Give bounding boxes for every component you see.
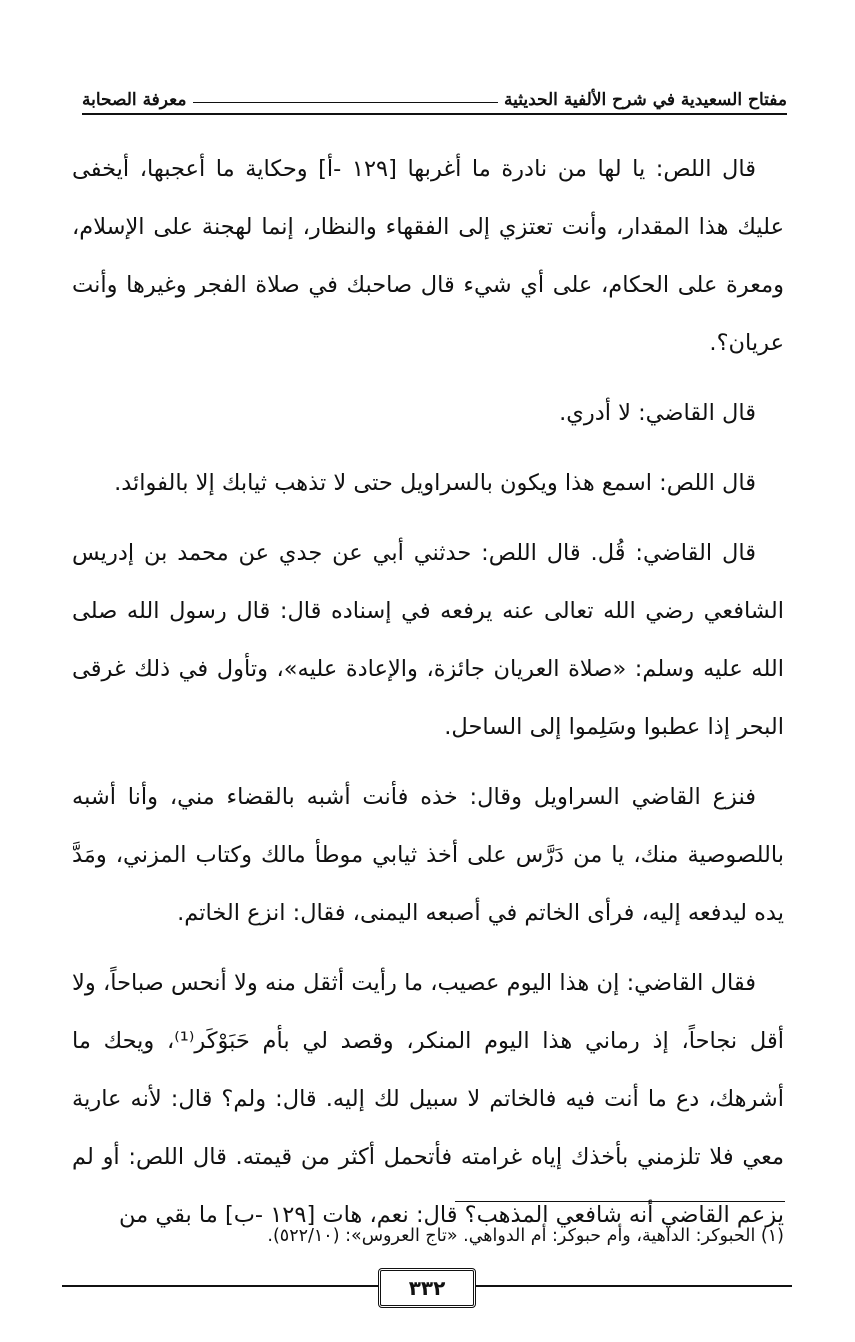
footnote: (١) الحبوكر: الداهية، وأم حبوكر: أم الدواهي. «تاج العروس»: (٥٢٢/١٠). xyxy=(267,1226,784,1246)
paragraph: قال اللص: اسمع هذا ويكون بالسراويل حتى لا تذهب ثيابك إلا بالفوائد. xyxy=(114,470,756,496)
body-text xyxy=(72,140,784,1256)
paragraph: قال اللص: يا لها من نادرة ما أغربها [١٢٩ -أ] وحكاية ما أعجبها، أيخفى عليك هذا المقدار، وأنت تعتزي إلى الفقهاء والنظار، إنما لهجنة على الإسلام، ومعرة على الحكام، على أي شيء قال صاحبك في صلاة الفجر وغيرها وأنت عريان؟. xyxy=(72,156,784,356)
header-section-title: معرفة الصحابة xyxy=(82,90,187,110)
paragraph: فنزع القاضي السراويل وقال: خذه فأنت أشبه بالقضاء مني، وأنا أشبه باللصوصية منك، يا من دَرَّس على أخذ ثيابي موطأ مالك وكتاب المزني، ومَدَّ يده ليدفعه إليه، فرأى الخاتم في أصبعه اليمنى، فقال: انزع الخاتم. xyxy=(72,784,784,926)
page-number: ٣٣٢ xyxy=(378,1268,476,1308)
paragraph: فقال القاضي: إن هذا اليوم عصيب، ما رأيت أثقل منه ولا أنحس صباحاً، ولا أقل نجاحاً، إذ رماني هذا اليوم المنكر، وقصد لي بأم حَبَوْكَر⁽¹⁾، ويحك ما أشرهك، دع ما أنت فيه فالخاتم لا سبيل لك إليه. قال: ولم؟ قال: لأنه عارية معي فلا تلزمني بأخذك إياه غرامته فأتحمل أكثر من قيمته. قال اللص: أو لم يزعم القاضي أنه شافعي المذهب؟ قال: نعم، هات [١٢٩ -ب] ما بقي من xyxy=(72,970,784,1228)
header-book-title: مفتاح السعيدية في شرح الألفية الحديثية xyxy=(504,90,787,110)
paragraph: قال القاضي: لا أدري. xyxy=(559,400,756,426)
header-rule xyxy=(82,113,787,115)
header-dash-line xyxy=(193,102,499,103)
paragraph: قال القاضي: قُل. قال اللص: حدثني أبي عن جدي عن محمد بن إدريس الشافعي رضي الله تعالى عنه يرفعه في إسناده قال: قال رسول الله صلى الله عليه وسلم: «صلاة العريان جائزة، والإعادة عليه»، وتأول في ذلك غرقى البحر إذا عطبوا وسَلِموا إلى الساحل. xyxy=(72,540,784,740)
running-header xyxy=(82,70,787,110)
footnote-separator xyxy=(455,1201,785,1202)
